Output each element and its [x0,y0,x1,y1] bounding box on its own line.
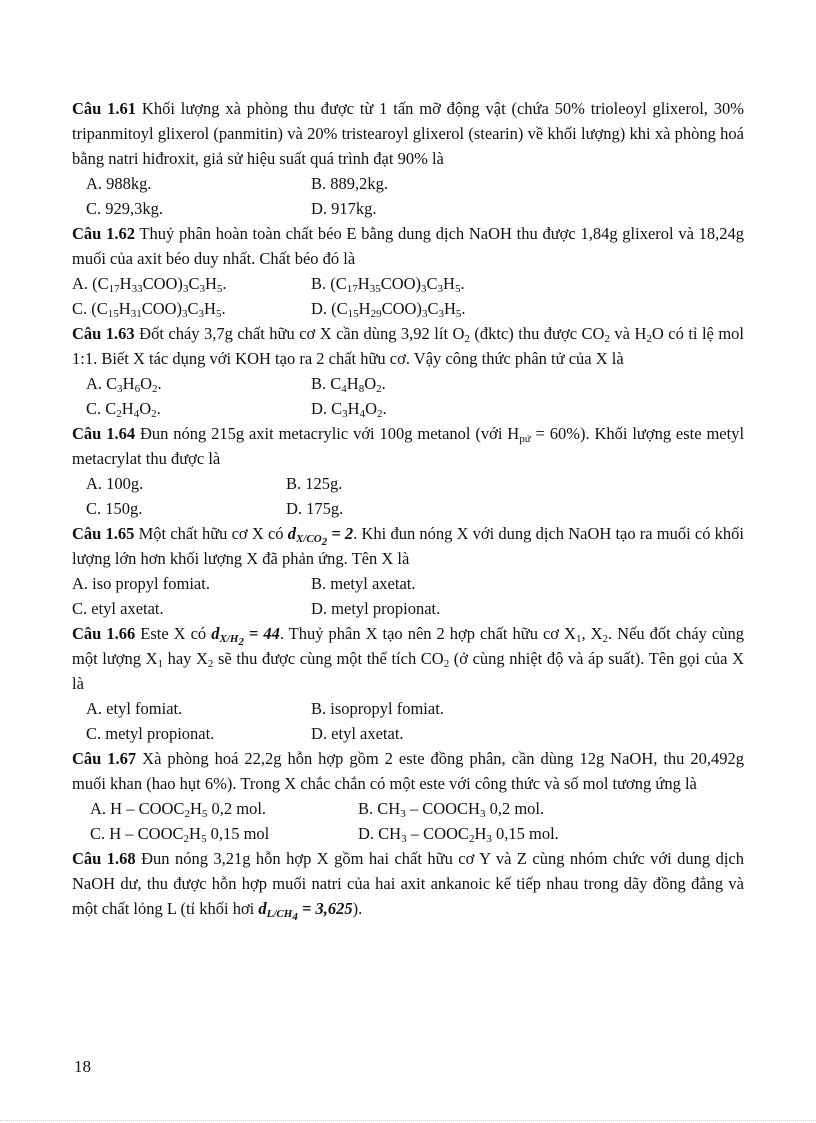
answer-options [72,696,744,746]
question-text: Este X có $d_{X/H_2} = 44$. Thuỷ phân X tạo nên 2 hợp chất hữu cơ $X_1$, $X_2$. Nếu đốt cháy cùng một lượng $X_1$ hay $X_2$ sẽ thu được cùng một thể tích $CO_2$ (ở cùng nhiệt độ và áp suất). Tên gọi của X là [72,624,745,693]
question-number: Câu 1.68 [72,849,136,868]
question-1-65 [72,521,744,571]
option-a[interactable]: A. H – $COOC_2H_5$ 0,2 mol. [90,799,267,820]
question-text: Đun nóng 215g axit metacrylic với 100g metanol (với $H_{pứ} = 60\%$). Khối lượng este metyl metacrylat thu được là [72,424,745,468]
question-number: Câu 1.61 [72,99,137,118]
question-1-62 [72,221,744,271]
option-a[interactable]: A. $C_3H_6O_2$. [86,374,162,395]
answer-options [72,171,744,221]
option-c[interactable]: C. 929,3kg. [86,199,164,218]
option-b[interactable]: B. isopropyl fomiat. [311,699,444,718]
option-d[interactable]: D. $C_3H_4O_2$. [311,399,387,420]
option-c[interactable]: C. metyl propionat. [86,724,215,743]
density-formula: $d_{X/H_2} = 44$ [211,624,280,648]
question-text: Thuỷ phân hoàn toàn chất béo E bằng dung dịch NaOH thu được 1,84g glixerol và 18,24g muối của axit béo duy nhất. Chất béo đó là [72,224,745,268]
option-d[interactable]: D. $CH_3$ – $COOC_2H_3$ 0,15 mol. [358,824,559,845]
option-d[interactable]: D. 917kg. [311,199,377,218]
question-1-67 [72,746,744,796]
question-number: Câu 1.62 [72,224,135,243]
page-edge-divider [0,1120,816,1121]
option-c[interactable]: C. $(C_{15}H_{31}COO)_3C_3H_5$. [72,299,226,320]
option-b[interactable]: B. $CH_3$ – $COOCH_3$ 0,2 mol. [358,799,545,820]
option-b[interactable]: B. 889,2kg. [311,174,389,193]
question-text: Đun nóng 3,21g hỗn hợp X gồm hai chất hữu cơ Y và Z cùng nhóm chức với dung dịch NaOH dư, thu được hỗn hợp muối natri của hai axit ankanoic kế tiếp nhau trong dãy đồng đẳng và một chất lỏng L (tỉ khối hơi $d_{L/CH_4} = 3,625$). [72,849,744,923]
question-1-61 [72,96,744,171]
option-b[interactable]: B. $(C_{17}H_{35}COO)_3C_3H_5$. [311,274,465,295]
option-b[interactable]: B. $C_4H_8O_2$. [311,374,386,395]
question-1-63 [72,321,744,371]
question-1-66 [72,621,744,696]
option-d[interactable]: D. $(C_{15}H_{29}COO)_3C_3H_5$. [311,299,466,320]
answer-options [72,571,744,621]
question-number: Câu 1.67 [72,749,137,768]
page-content [72,96,744,921]
question-text: Một chất hữu cơ X có $d_{X/CO_2} = 2$. Khi đun nóng X với dung dịch NaOH tạo ra muối có khối lượng lớn hơn khối lượng X đã phản ứng. Tên X là [72,524,745,568]
option-d[interactable]: D. etyl axetat. [311,724,404,743]
option-a[interactable]: A. 988kg. [86,174,152,193]
page-number: 18 [74,1057,91,1076]
option-a[interactable]: A. etyl fomiat. [86,699,183,718]
question-number: Câu 1.65 [72,524,135,543]
option-c[interactable]: C. $C_2H_4O_2$. [86,399,161,420]
question-number: Câu 1.64 [72,424,136,443]
answer-options [72,471,744,521]
option-b[interactable]: B. metyl axetat. [311,574,416,593]
option-b[interactable]: B. 125g. [286,474,343,493]
option-a[interactable]: A. $(C_{17}H_{33}COO)_3C_3H_5$. [72,274,227,295]
question-text: Khối lượng xà phòng thu được từ 1 tấn mỡ động vật (chứa 50% trioleoyl glixerol, 30% tripanmitoyl glixerol (panmitin) và 20% tristearoyl glixerol (stearin) về khối lượng) khi xà phòng hoá bằng natri hiđroxit, giả sử hiệu suất quá trình đạt 90% là [72,99,745,168]
option-c[interactable]: C. etyl axetat. [72,599,164,618]
question-text: Đốt cháy 3,7g chất hữu cơ X cần dùng 3,92 lít $O_2$ (đktc) thu được $CO_2$ và $H_2O$ có tỉ lệ mol 1:1. Biết X tác dụng với KOH tạo ra 2 chất hữu cơ. Vậy công thức phân tử của X là [72,324,744,368]
question-number: Câu 1.66 [72,624,136,643]
density-formula: $d_{L/CH_4} = 3,625$ [258,899,353,923]
option-c[interactable]: C. H – $COOC_2H_5$ 0,15 mol [90,824,270,845]
option-d[interactable]: D. 175g. [286,499,344,518]
option-a[interactable]: A. iso propyl fomiat. [72,574,210,593]
question-1-68 [72,846,744,921]
option-c[interactable]: C. 150g. [86,499,143,518]
question-text: Xà phòng hoá 22,2g hỗn hợp gồm 2 este đồng phân, cần dùng 12g NaOH, thu 20,492g muối khan (hao hụt 6%). Trong X chắc chắn có một este với công thức và số mol tương ứng là [72,749,745,793]
question-1-64 [72,421,744,471]
answer-options [72,271,744,321]
answer-options [72,371,744,421]
question-number: Câu 1.63 [72,324,135,343]
density-formula: $d_{X/CO_2} = 2$ [287,524,354,548]
option-d[interactable]: D. metyl propionat. [311,599,441,618]
option-a[interactable]: A. 100g. [86,474,144,493]
answer-options [72,796,744,846]
